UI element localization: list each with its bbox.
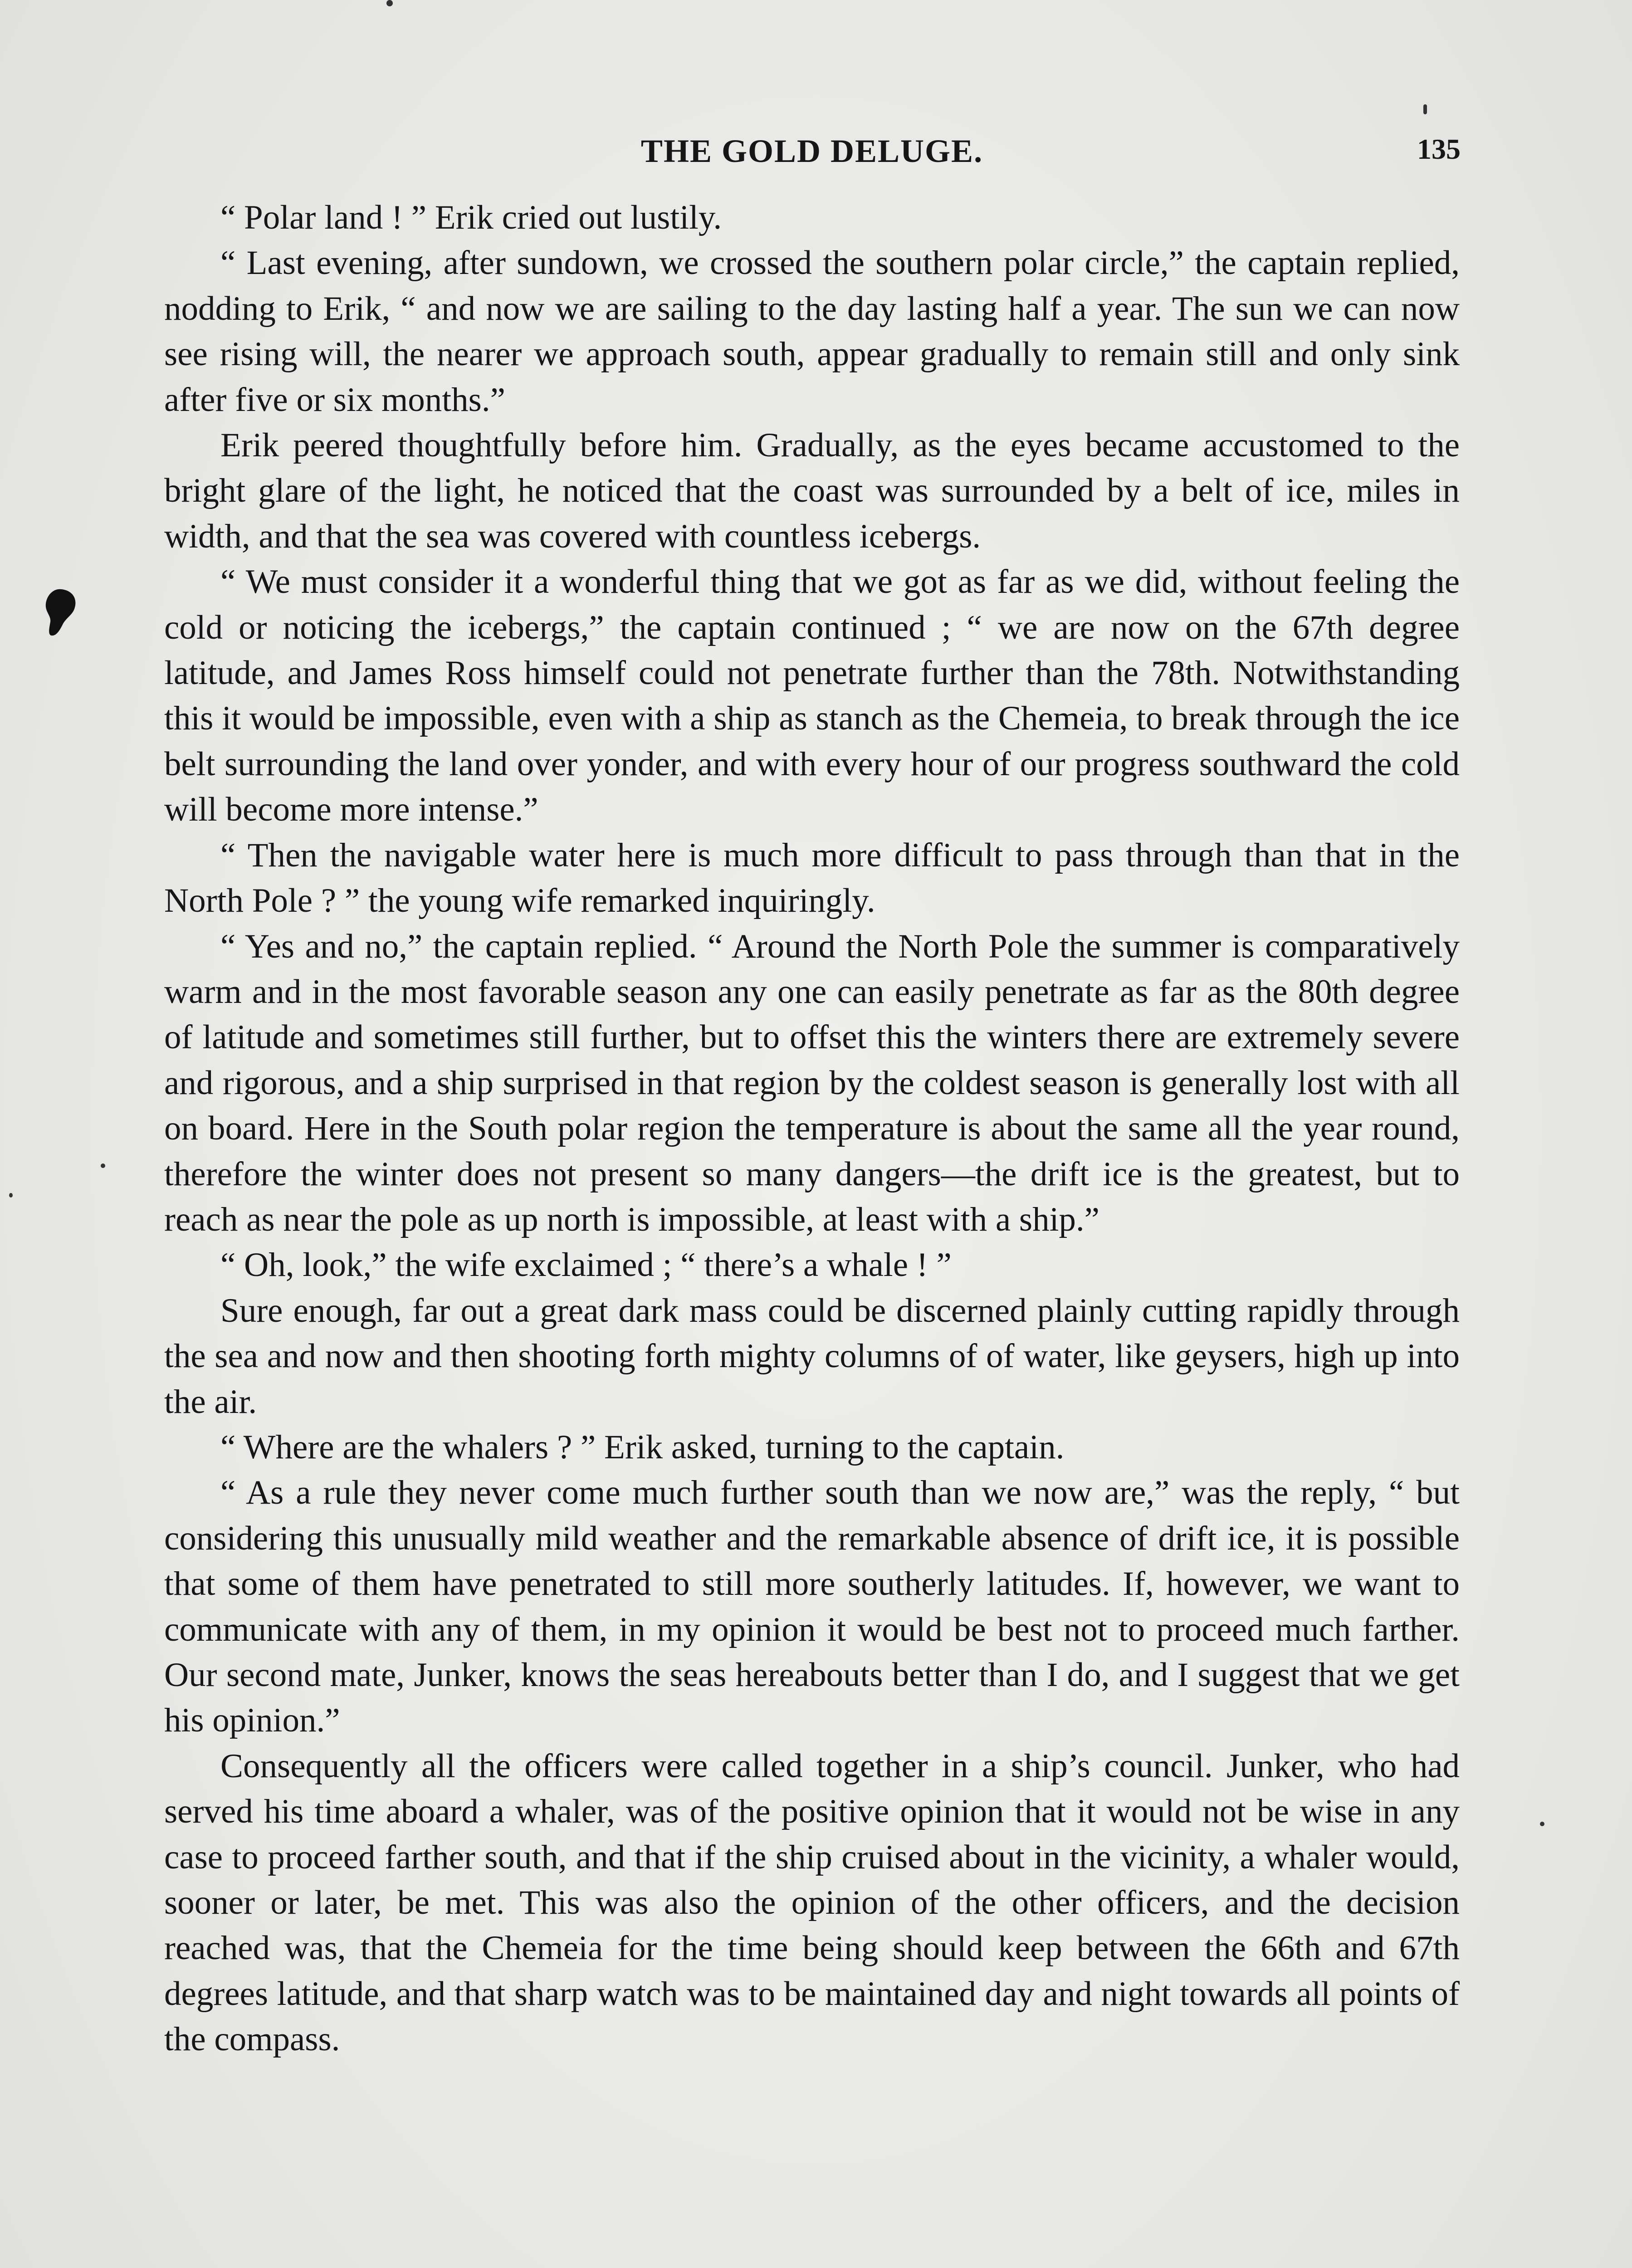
paragraph: “ Polar land ! ” Erik cried out lustily.	[220, 199, 722, 236]
page-speck	[101, 1163, 105, 1168]
paragraph: “ As a rule they never come much further south than we now are,” was the reply, “ but considering this unusually mild weather and the remarkable absence of drift ice, it is possible that some of them have penetrated to still more southerly latitudes. If, however, we want to communicate with any of them, in my opinion it would be best not to proceed much farther. Our second mate, Junker, knows the seas hereabouts better than I do, and I suggest that we get his opinion.”	[164, 1474, 1460, 1740]
paragraph: “ Yes and no,” the captain replied. “ Around the North Pole the summer is comparatively warm and in the most favorable season any one can easily penetrate as far as the 80th degree of latitude and sometimes still further, but to offset this the winters there are extremely severe and rigorous, and a ship surprised in that region by the coldest season is generally lost with all on board. Here in the South polar region the temperature is about the same all the year round, therefore the winter does not present so many dangers—the drift ice is the greatest, but to reach as near the pole as up north is impossible, at least with a ship.”	[164, 927, 1460, 1238]
page-speck	[386, 0, 393, 6]
paragraph: “ Last evening, after sundown, we crossed the southern polar circle,” the captain replied, nodding to Erik, “ and now we are sailing to the day lasting half a year. The sun we can now see rising will, the nearer we approach south, appear gradually to remain still and only sink after five or six months.”	[164, 244, 1460, 419]
paragraph: “ Oh, look,” the wife exclaimed ; “ there’s a whale ! ”	[220, 1246, 952, 1284]
page-number: 135	[1417, 133, 1461, 165]
page-speck	[9, 1193, 13, 1198]
ink-blot-mark	[43, 587, 78, 638]
paragraph: Erik peered thoughtfully before him. Gradually, as the eyes became accustomed to the bright glare of the light, he noticed that the coast was surrounded by a belt of ice, miles in width, and that the sea was covered with countless icebergs.	[164, 426, 1460, 555]
running-title: THE GOLD DELUGE.	[640, 133, 983, 169]
page-speck	[1540, 1822, 1544, 1826]
body-text	[164, 195, 1460, 2063]
paragraph: “ Then the navigable water here is much more difficult to pass through than that in the North Pole ? ” the young wife remarked inquiringly.	[164, 836, 1460, 920]
page-header	[163, 132, 1461, 178]
paragraph: Consequently all the officers were called together in a ship’s council. Junker, who had served his time aboard a whaler, was of the positive opinion that it would not be wise in any case to proceed farther south, and that if the ship cruised about in the vicinity, a whaler would, sooner or later, be met. This was also the opinion of the other officers, and the decision reached was, that the Chemeia for the time being should keep between the 66th and 67th degrees latitude, and that sharp watch was to be maintained day and night towards all points of the compass.	[164, 1747, 1460, 2058]
page-speck	[1423, 104, 1427, 114]
paragraph: “ Where are the whalers ? ” Erik asked, turning to the captain.	[220, 1428, 1065, 1466]
paragraph: “ We must consider it a wonderful thing that we got as far as we did, without feeling the cold or noticing the icebergs,” the captain continued ; “ we are now on the 67th degree latitude, and James Ross himself could not penetrate further than the 78th. Notwithstanding this it would be impossible, even with a ship as stanch as the Chemeia, to break through the ice belt surrounding the land over yonder, and with every hour of our progress southward the cold will become more intense.”	[164, 563, 1460, 829]
paragraph: Sure enough, far out a great dark mass could be discerned plainly cutting rapidly through the sea and now and then shooting forth mighty columns of of water, like geysers, high up into the air.	[164, 1291, 1460, 1421]
